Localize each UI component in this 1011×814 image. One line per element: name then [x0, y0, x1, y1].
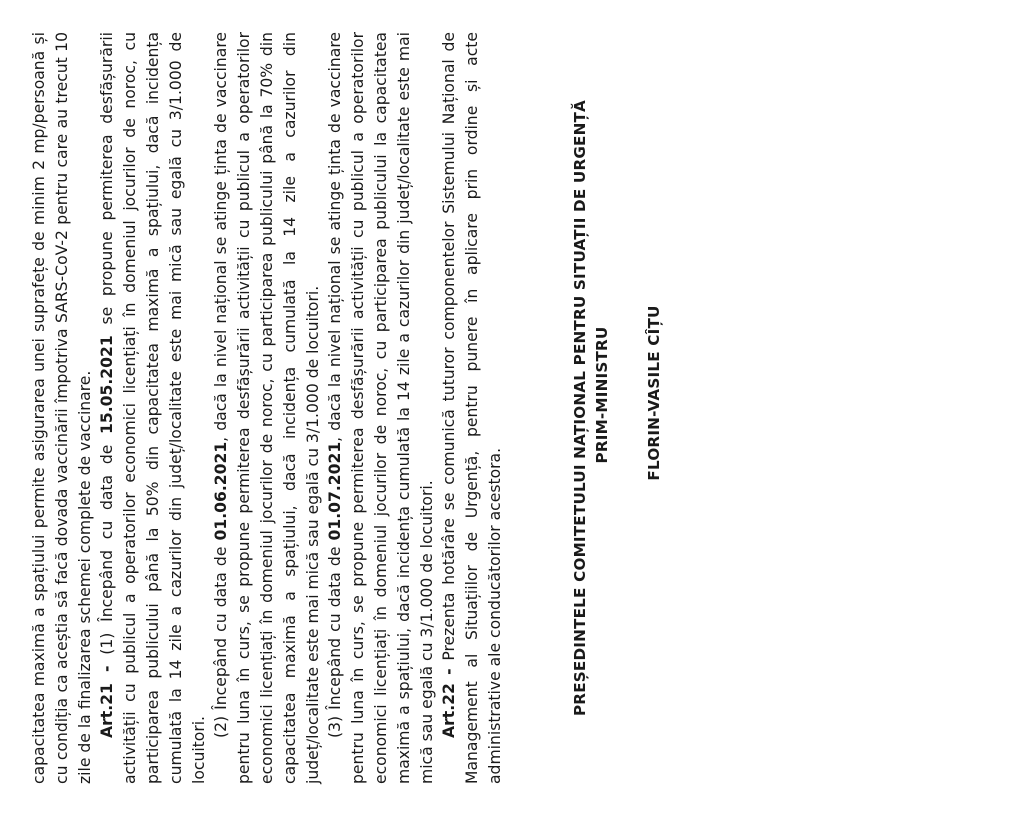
article-21-p1-body: se propune permiterea desfășurării activității cu publicul a operatorilor economici licențiați în domeniul jocurilor de noroc, cu participarea publicului până la 50% din capacitatea maximă a spațiului, dacă incidența cumulată la 14 zile a cazurilor din județ/localitate este mai mică sau egală cu 3/1.000 de locuitori.: [98, 32, 208, 784]
signatory-name: FLORIN-VASILE CÎȚU: [644, 305, 663, 481]
article-21-label: Art.21 -: [98, 665, 117, 738]
article-21-p2-body: , dacă la nivel național se atinge ținta de vaccinare pentru luna în curs, se propune permiterea desfășurării activității cu publicul a operatorilor economici licențiați în domeniul jocurilor de noroc, cu participarea publicului până la 70% din capacitatea maximă a spațiului, dacă incidența cumulată la 14 zile a cazurilor din județ/localitate este mai mică sau egală cu 3/1.000 de locuitori.: [212, 32, 322, 784]
article-21-paragraph-1: [96, 32, 210, 784]
signature-title-prime-minister: PRIM-MINISTRU: [592, 326, 611, 464]
article-22-body: Prezenta hotărâre se comunică tuturor componentelor Sistemului Național de Management al Situațiilor de Urgență, pentru punere în aplicare prin ordine și acte administrative ale conducătorilor acestora.: [440, 32, 504, 784]
article-22-label: Art.22 -: [440, 668, 459, 738]
article-21-paragraph-2: [210, 32, 324, 784]
article-22-paragraph: [438, 32, 506, 784]
article-21-p1-intro: (1) Începând cu data de: [98, 433, 117, 666]
article-21-p3-intro: (3) Începând cu data de: [326, 540, 345, 738]
article-21-p1-date: 15.05.2021: [98, 335, 117, 434]
signature-title-committee: PREȘEDINTELE COMITETULUI NAȚIONAL PENTRU SITUAȚII DE URGENȚĂ: [570, 99, 589, 717]
article-21-p2-date: 01.06.2021: [212, 441, 231, 541]
article-20-tail: capacitatea maximă a spațiului permite asigurarea unei suprafețe de minim 2 mp/persoană și cu condiția ca aceștia să facă dovada vaccinării împotriva SARS-CoV-2 pentru care au trecut 10 zile de la finalizarea schemei complete de vaccinare.: [30, 32, 94, 784]
signature-block: [569, 32, 665, 784]
article-21-p3-body: , dacă la nivel național se atinge ținta de vaccinare pentru luna în curs, se propune permiterea desfășurării activității cu publicul a operatorilor economici licențiați în domeniul jocurilor de noroc, cu participarea publicului la capacitatea maximă a spațiului, dacă incidența cumulată la 14 zile a cazurilor din județ/localitate este mai mică sau egală cu 3/1.000 de locuitori.: [326, 32, 436, 784]
article-21-p3-date: 01.07.2021: [326, 441, 345, 541]
article-21-paragraph-3: [324, 32, 438, 784]
article-21-p2-intro: (2) Începând cu data de: [212, 540, 231, 738]
rotated-document-page: [0, 12, 1011, 802]
